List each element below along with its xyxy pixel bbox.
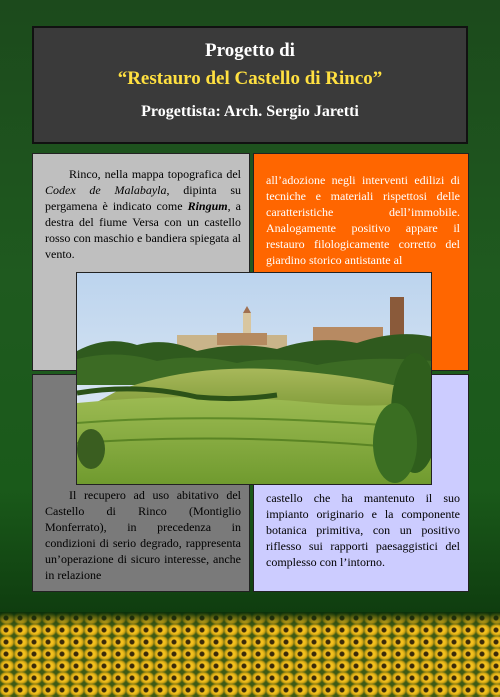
text: , dipinta su pergamena è indicato come (45, 183, 241, 213)
codex-title: Codex de Malabayla (45, 183, 167, 197)
title-line-2: “Restauro del Castello di Rinco” (117, 68, 383, 89)
title-box (32, 26, 468, 144)
text: all’adozione negli interventi edilizi di tecniche e materiali rispettosi delle caratteristiche dell’immobile. Analogamente positivo appare il restauro filologicamente corretto del giardino storico antistante al (266, 173, 460, 267)
text: Il recupero ad uso abitativo del Castello di Rinco (Montiglio Monferrato), in precedenza in condizioni di serio degrado, rappresenta un’operazione di sicuro interesse, anche in relazione (45, 488, 241, 582)
architect-line: Progettista: Arch. Sergio Jaretti (141, 103, 359, 120)
castle-photo (76, 272, 432, 485)
sunflower-field-footer (0, 612, 500, 697)
title-line-1: Progetto di (205, 40, 295, 61)
text: Rinco, nella mappa topografica del (69, 167, 241, 181)
text: , a destra del fiume Versa con un castello rosso con maschio e bandiera spiegata al vento. (45, 199, 242, 261)
castle-landscape-image (77, 273, 432, 485)
ringum-term: Ringum (187, 199, 228, 213)
text: castello che ha mantenuto il suo impianto originario e la componente botanica primitiva, con un positivo riflesso sui rapporti paesaggistici del complesso con l’intorno. (266, 491, 460, 569)
